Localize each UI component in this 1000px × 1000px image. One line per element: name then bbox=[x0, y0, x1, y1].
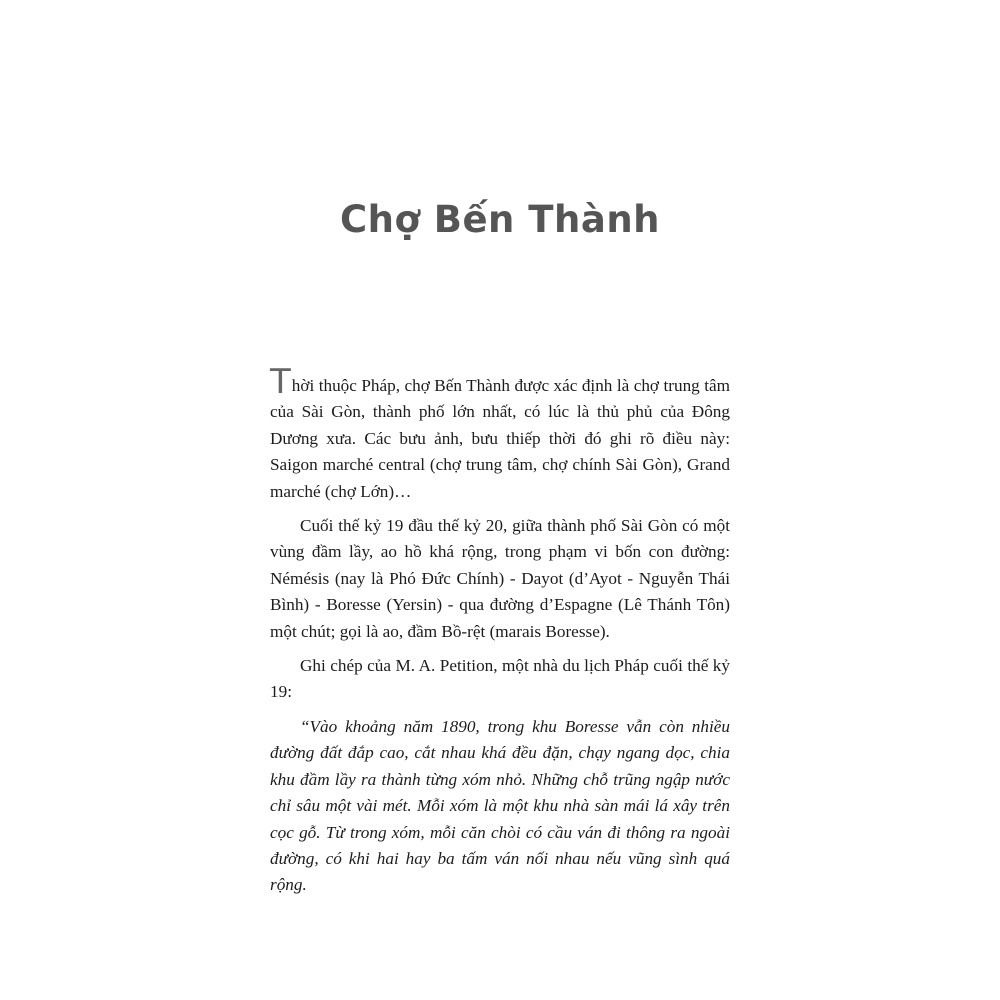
paragraph-2: Cuối thế kỷ 19 đầu thế kỷ 20, giữa thành phố Sài Gòn có một vùng đầm lầy, ao hồ khá rộng, trong phạm vi bốn con đường: Némésis (nay là Phó Đức Chính) - Dayot (d’Ayot - Nguyễn Thái Bình) - Boresse (Yersin) - qua đường d’Espagne (Lê Thánh Tôn) một chút; gọi là ao, đầm Bồ-rệt (marais Boresse). bbox=[270, 516, 730, 641]
quote-paragraph: “Vào khoảng năm 1890, trong khu Boresse vẫn còn nhiều đường đất đắp cao, cắt nhau khá đều đặn, chạy ngang dọc, chia khu đầm lầy ra thành từng xóm nhỏ. Những chỗ trũng ngập nước chỉ sâu một vài mét. Mỗi xóm là một khu nhà sàn mái lá xây trên cọc gỗ. Từ trong xóm, mỗi căn chòi có cầu ván đi thông ra ngoài đường, có khi hai hay ba tấm ván nối nhau nếu vũng sình quá rộng. bbox=[270, 716, 730, 895]
paragraph-3: Ghi chép của M. A. Petition, một nhà du lịch Pháp cuối thế kỷ 19: bbox=[270, 656, 730, 702]
paragraph-1 bbox=[270, 362, 730, 505]
drop-cap: T bbox=[270, 362, 291, 402]
paragraph-1-text: hời thuộc Pháp, chợ Bến Thành được xác định là chợ trung tâm của Sài Gòn, thành phố lớn nhất, có lúc là thủ phủ của Đông Dương xưa. Các bưu ảnh, bưu thiếp thời đó ghi rõ điều này: Saigon marché central (chợ trung tâm, chợ chính Sài Gòn), Grand marché (chợ Lớn)… bbox=[270, 376, 730, 501]
body-text bbox=[270, 362, 730, 899]
chapter-title: Chợ Bến Thành bbox=[339, 198, 661, 241]
